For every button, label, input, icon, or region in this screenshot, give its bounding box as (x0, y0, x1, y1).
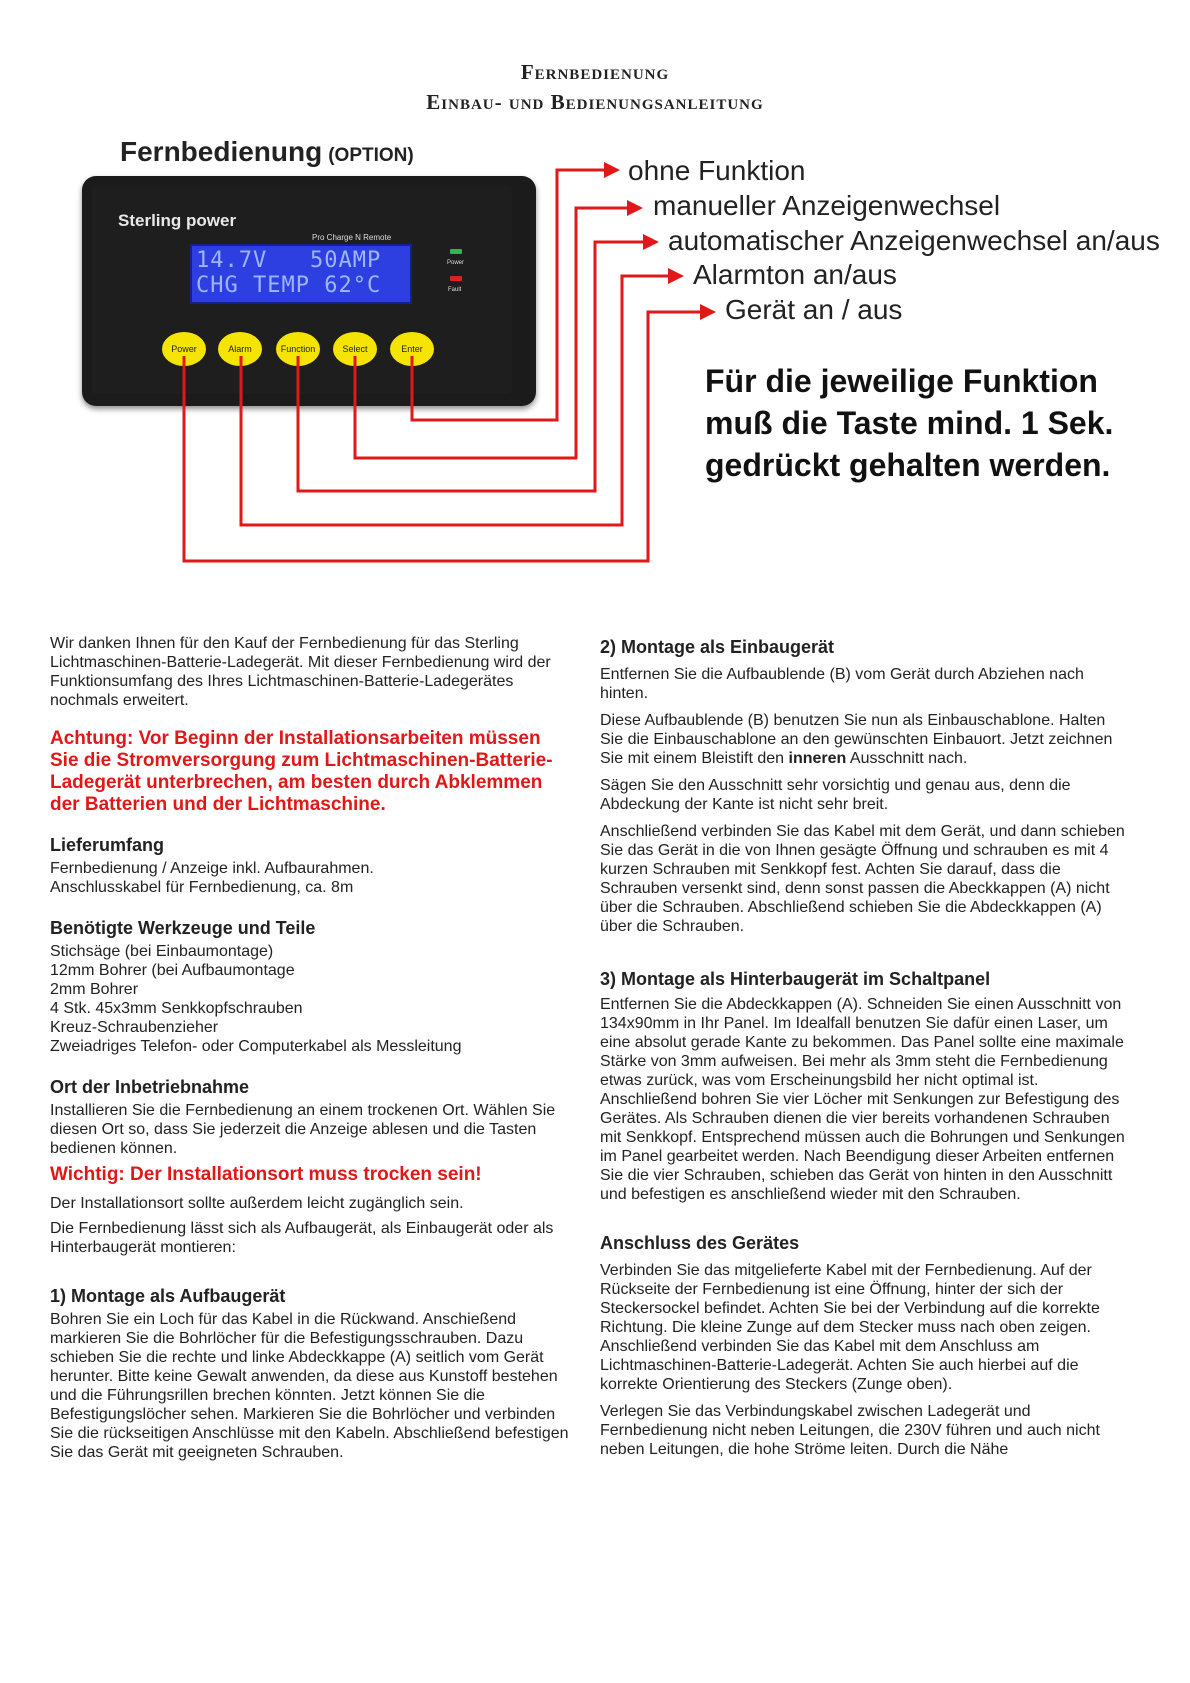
anschluss-paragraph-1: Verbinden Sie das mitgelieferte Kabel mit der Fernbedienung. Auf der Rückseite der Fernbedienung ist eine Öffnung, hinter der sich der Steckersockel befindet. Achten Sie bei der Verbindung auf die korrekte Richtung. Die kleine Zunge auf dem Stecker muss nach oben zeigen. Anschließend verbinden Sie das Kabel mit dem Anschluss am Lichtmaschinen-Batterie-Ladegerät. Achten Sie auch hierbei auf die korrekte Orientierung des Steckers (Zunge oben). (600, 1262, 1100, 1393)
warning-paragraph: Achtung: Vor Beginn der Installationsarbeiten müssen Sie die Stromversorgung zum Lichtmaschinen-Batterie-Ladegerät unterbrechen, am besten durch Abklemmen der Batterien und der Lichtmaschine. (50, 728, 553, 815)
montage-3-text: Entfernen Sie die Abdeckkappen (A). Schneiden Sie einen Ausschnitt von 134x90mm in Ihr Panel. Im Idealfall benutzen Sie dafür einen Laser, um eine absolut gerade Kante zu bekommen. Das Panel sollte eine maximale Stärke von 3mm aufweisen. Bei mehr als 3mm steht die Fernbedienung etwas zurück, was vom Erscheinungsbild her nicht optimal ist. Anschließend bohren Sie vier Löcher mit Senkungen zur Befestigung des Gerätes. Als Schrauben dienen die vier bereits vorhandenen Schrauben mit Senkkopf. Entsprechend müssen auch die Bohrungen und Senkungen im Panel gearbeitet werden. Nach Beendigung dieser Arbeiten entfernen Sie die vier Schrauben, schieben das Gerät von hinten in den Ausschnitt und befestigen es anschließend wieder mit den Schrauben. (600, 996, 1125, 1203)
list-item: 4 Stk. 45x3mm Senkkopfschrauben (50, 1000, 303, 1017)
anschluss-heading: Anschluss des Gerätes (600, 1233, 800, 1253)
press-duration-note: Für die jeweilige Funktion muß die Taste mind. 1 Sek. gedrückt gehalten werden. (705, 363, 1114, 483)
list-item: 2mm Bohrer (50, 981, 139, 998)
left-column (50, 634, 570, 1472)
anschluss-paragraph-2: Verlegen Sie das Verbindungskabel zwischen Ladegerät und Fernbedienung nicht neben Leitungen, die 230V führen und auch nicht neben Leitungen, die hohe Ströme leiten. Durch die Nähe (600, 1403, 1100, 1458)
montage-2-paragraph-2-bold: inneren (788, 750, 847, 767)
device-button-function: Function (276, 332, 320, 366)
montage-2-heading: 2) Montage als Einbaugerät (600, 637, 835, 657)
arrowhead-icon (643, 234, 659, 250)
device-model-label: Pro Charge N Remote (312, 233, 392, 242)
tools-heading: Benötigte Werkzeuge und Teile (50, 918, 316, 938)
montage-2-paragraph-4: Anschließend verbinden Sie das Kabel mit dem Gerät, und dann schieben Sie das Gerät in die von Ihnen gesägte Öffnung und schrauben es mit 4 kurzen Schrauben mit Senkkopf fest. Achten Sie darauf, dass die Schrauben versenkt sind, denn sonst passen die Abeckkappen (A) nicht über die Schrauben. Abschließend schieben Sie die Abdeckkappen (A) über die Schrauben. (600, 823, 1125, 935)
document-header-subtitle: Einbau- und Bedienungsanleitung (426, 90, 764, 114)
arrowhead-icon (604, 162, 620, 178)
lieferumfang-heading: Lieferumfang (50, 835, 165, 855)
ort-text-3: Die Fernbedienung lässt sich als Aufbaugerät, als Einbaugerät oder als Hinterbaugerät montieren: (50, 1220, 554, 1256)
callout-label-select: manueller Anzeigenwechsel (653, 190, 1001, 221)
lieferumfang-text: Fernbedienung / Anzeige inkl. Aufbaurahmen. Anschlusskabel für Fernbedienung, ca. 8m (50, 860, 374, 896)
figure-title-option: (OPTION) (328, 145, 414, 166)
fault-led-label: Fault (448, 287, 462, 293)
list-item: Zweiadriges Telefon- oder Computerkabel als Messleitung (50, 1038, 462, 1055)
montage-1-text: Bohren Sie ein Loch für das Kabel in die Rückwand. Anschießend markieren Sie die Bohrlöcher für die Befestigungsschrauben. Dazu schieben Sie die rechte und linke Abdeckkappe (A) seitlich vom Gerät herunter. Bitte keine Gewalt anwenden, da diese aus Kunstoff bestehen und die Führungsrillen brechen könnten. Jetzt können Sie die Befestigungslöcher sehen. Markieren Sie die Bohrlöcher und verbinden Sie die rückseitigen Anschlüsse mit den Kabeln. Abschließend befestigen Sie das Gerät mit geeigneten Schrauben. (50, 1311, 569, 1461)
montage-2-paragraph-1: Entfernen Sie die Aufbaublende (B) vom Gerät durch Abziehen nach hinten. (600, 666, 1084, 702)
montage-3-heading: 3) Montage als Hinterbaugerät im Schaltpanel (600, 969, 991, 989)
lcd-line-1: 14.7V 50AMP (196, 248, 382, 273)
device-button-power: Power (162, 332, 206, 366)
montage-2-paragraph-2 (600, 711, 1130, 768)
arrowhead-icon (700, 304, 716, 320)
callout-label-alarm: Alarmton an/aus (693, 259, 897, 290)
callout-label-enter: ohne Funktion (628, 155, 806, 186)
wire-function (298, 242, 645, 491)
device-button-enter: Enter (390, 332, 434, 366)
wire-alarm (241, 276, 670, 525)
intro-paragraph: Wir danken Ihnen für den Kauf der Fernbedienung für das Sterling Lichtmaschinen-Batterie-Ladegerät. Mit dieser Fernbedienung wird der Funktionsumfang des Ihres Lichtmaschinen-Batterie-Ladegerätes nochmals erweitert. (50, 635, 551, 709)
tools-list (50, 942, 570, 1056)
document-header-title: Fernbedienung (520, 60, 670, 84)
power-led-label: Power (447, 260, 465, 266)
device-button-select: Select (333, 332, 377, 366)
list-item: Kreuz-Schraubenzieher (50, 1019, 219, 1036)
lcd-line-2: CHG TEMP 62°C (196, 273, 382, 298)
montage-2-paragraph-2-b: Ausschnitt nach. (846, 750, 968, 767)
list-item: Stichsäge (bei Einbaumontage) (50, 943, 274, 960)
ort-heading: Ort der Inbetriebnahme (50, 1077, 250, 1097)
device-brand-label: Sterling power (118, 211, 237, 230)
ort-text-2: Der Installationsort sollte außerdem leicht zugänglich sein. (50, 1195, 464, 1212)
montage-2-paragraph-2-a: Diese Aufbaublende (B) benutzen Sie nun als Einbauschablone. Halten Sie die Einbauschablone an den gewünschten Einbauort. Jetzt zeichnen Sie mit einem Bleistift den (600, 712, 1113, 767)
ort-text: Installieren Sie die Fernbedienung an einem trockenen Ort. Wählen Sie diesen Ort so, dass Sie jederzeit die Anzeige ablesen und die Tasten bedienen können. (50, 1102, 556, 1157)
arrowhead-icon (668, 268, 684, 284)
callout-wires (0, 0, 1190, 580)
figure-title-text: Fernbedienung (120, 136, 323, 167)
arrowhead-icon (627, 200, 643, 216)
ort-warning: Wichtig: Der Installationsort muss trocken sein! (50, 1164, 482, 1185)
list-item: 12mm Bohrer (bei Aufbaumontage (50, 962, 295, 979)
callout-label-power: Gerät an / aus (725, 294, 903, 325)
callout-label-function: automatischer Anzeigenwechsel an/aus (668, 225, 1160, 256)
montage-1-heading: 1) Montage als Aufbaugerät (50, 1286, 286, 1306)
device-button-alarm: Alarm (218, 332, 262, 366)
right-column (600, 638, 1130, 1469)
montage-2-paragraph-3: Sägen Sie den Ausschnitt sehr vorsichtig und genau aus, denn die Abdeckung der Kante ist nicht sehr breit. (600, 777, 1071, 813)
